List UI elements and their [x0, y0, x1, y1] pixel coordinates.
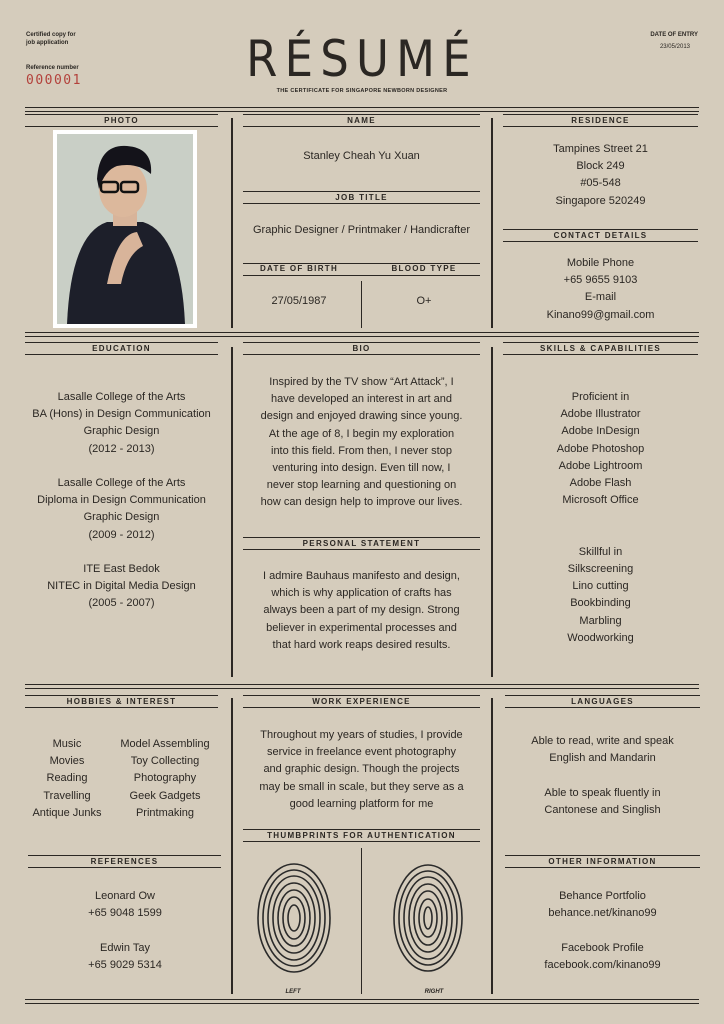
photo-header: PHOTO [25, 114, 218, 127]
divider [25, 107, 699, 112]
reference-number: 000001 [26, 73, 82, 88]
text-line: ITE East Bedok [83, 563, 160, 576]
divider [25, 332, 699, 337]
text-line: Photography [133, 772, 197, 785]
divider [231, 347, 233, 677]
education-header: EDUCATION [25, 342, 218, 355]
divider [231, 698, 233, 994]
bio-header: BIO [243, 342, 480, 355]
text-line: service in freelance event photography [267, 746, 456, 759]
text-line: BA (Hons) in Design Communication [32, 408, 211, 421]
text-line: Adobe Flash [569, 477, 632, 490]
text-line: Woodworking [567, 631, 634, 644]
certified-note [26, 31, 76, 47]
text-line: Facebook Profile [561, 941, 644, 954]
spacer [505, 767, 700, 784]
text-line: may be small in scale, but they serve as a [259, 780, 464, 793]
job-title-header: JOB TITLE [243, 191, 480, 204]
text-line: never stop learning and questioning on [266, 479, 457, 492]
text-line: Proficient in [571, 391, 630, 403]
text-line: Adobe InDesign [561, 425, 640, 438]
text-line: Skillful in [578, 545, 623, 558]
divider [491, 347, 493, 677]
text-line: (2012 - 2013) [88, 442, 155, 455]
left-thumb-label: LEFT [285, 989, 301, 995]
left-thumbprint [256, 862, 332, 974]
text-line: Graphic Design [83, 425, 160, 438]
spacer [25, 922, 225, 939]
text-line: Diploma in Design Communication [37, 494, 206, 507]
text-line: Lino cutting [572, 580, 629, 593]
right-thumb-label: RIGHT [424, 989, 444, 995]
text-line: Graphic Design [83, 511, 160, 524]
skills-header: SKILLS & CAPABILITIES [503, 342, 698, 355]
text-line: Travelling [43, 789, 91, 802]
other-info-text [505, 888, 700, 974]
text-line: have developed an interest in art and [270, 393, 453, 406]
text-line: Silkscreening [567, 563, 634, 576]
residence-address [503, 141, 698, 210]
text-line: +65 9029 5314 [88, 958, 162, 971]
address-line: Tampines Street 21 [553, 143, 648, 155]
text-line: Movies [49, 755, 85, 768]
text-line: (2009 - 2012) [88, 528, 155, 541]
blood-type-value: O+ [416, 295, 432, 307]
other-info-header: OTHER INFORMATION [505, 855, 700, 868]
text-line: Toy Collecting [130, 755, 200, 768]
blood-type-header: BLOOD TYPE [391, 264, 457, 273]
hobbies-col1 [26, 736, 108, 822]
profile-photo [53, 130, 197, 328]
thumbprints-header: THUMBPRINTS FOR AUTHENTICATION [243, 829, 480, 842]
spacer [15, 544, 228, 561]
date-label: DATE OF ENTRY [650, 32, 698, 38]
address-line: #05-548 [580, 177, 621, 190]
references-header: REFERENCES [28, 855, 221, 868]
languages-header: LANGUAGES [505, 695, 700, 708]
text-line: and graphic design. Though the projects [263, 763, 460, 776]
text-line: which is why application of crafts has [271, 587, 452, 600]
text-line: always been a part of my design. Strong [263, 604, 460, 617]
education-list [15, 389, 228, 613]
text-line: design and enjoyed drawing since young. [260, 410, 463, 423]
text-line: +65 9048 1599 [88, 907, 162, 920]
certified-line: job application [26, 40, 69, 46]
divider [231, 118, 233, 328]
text-line: (2005 - 2007) [88, 597, 155, 610]
text-line: Cantonese and Singlish [544, 803, 661, 816]
text-line: Microsoft Office [562, 494, 639, 507]
name-value: Stanley Cheah Yu Xuan [303, 150, 420, 162]
text-line: good learning platform for me [289, 797, 434, 810]
text-line: Marbling [579, 614, 622, 627]
text-line: believer in experimental processes and [266, 621, 457, 634]
personal-statement-text [236, 568, 487, 654]
text-line: Throughout my years of studies, I provide [260, 729, 463, 741]
languages-text [505, 733, 700, 819]
spacer [503, 527, 698, 544]
address-line: Block 249 [576, 160, 625, 173]
skills-list [503, 389, 698, 647]
spacer [503, 509, 698, 526]
text-line: how can design help to improve our lives. [260, 496, 463, 509]
contact-header: CONTACT DETAILS [503, 229, 698, 242]
text-line: facebook.com/kinano99 [544, 958, 661, 971]
bio-text [236, 374, 487, 512]
date-of-entry: 23/05/2013 [659, 44, 690, 50]
phone-number: +65 9655 9103 [563, 274, 638, 287]
text-line: Antique Junks [32, 806, 102, 819]
text-line: Printmaking [135, 806, 195, 819]
text-line: Leonard Ow [95, 890, 155, 902]
email-address[interactable]: Kinano99@gmail.com [546, 308, 655, 321]
page-title: RÉSUMÉ [246, 30, 478, 88]
residence-header: RESIDENCE [503, 114, 698, 127]
hobbies-col2 [111, 736, 219, 822]
divider [361, 281, 362, 328]
reference-label: Reference number [26, 65, 79, 71]
right-thumbprint [392, 862, 464, 974]
text-line: into this field. From then, I never stop [271, 444, 452, 457]
text-line: Geek Gadgets [129, 789, 201, 802]
text-line: Lasalle College of the Arts [57, 477, 186, 490]
text-line: that hard work reaps desired results. [272, 638, 451, 651]
text-line: Music [52, 738, 82, 750]
text-line: behance.net/kinano99 [548, 907, 657, 920]
certified-line: Certified copy for [26, 32, 76, 38]
text-line: Adobe Lightroom [558, 459, 643, 472]
divider [361, 848, 362, 994]
text-line: At the age of 8, I begin my exploration [268, 427, 455, 440]
text-line: venturing into design. Even till now, I [272, 462, 451, 475]
text-line: Able to speak fluently in [544, 786, 661, 799]
name-header: NAME [243, 114, 480, 127]
subtitle: THE CERTIFICATE FOR SINGAPORE NEWBORN DESIGNER [276, 88, 448, 94]
references-list [25, 888, 225, 974]
text-line: Able to read, write and speak [531, 735, 674, 747]
work-experience-header: WORK EXPERIENCE [243, 695, 480, 708]
text-line: Bookbinding [570, 597, 631, 610]
divider [491, 118, 493, 328]
text-line: I admire Bauhaus manifesto and design, [263, 570, 460, 582]
divider [25, 684, 699, 689]
text-line: Inspired by the TV show “Art Attack”, I [269, 376, 454, 388]
text-line: English and Mandarin [549, 752, 656, 765]
text-line: Adobe Illustrator [560, 408, 641, 421]
personal-statement-header: PERSONAL STATEMENT [243, 537, 480, 550]
text-line: Edwin Tay [100, 941, 150, 954]
contact-line: E-mail [584, 291, 617, 304]
text-line: Adobe Photoshop [556, 442, 645, 455]
text-line: Reading [46, 772, 88, 785]
contact-line: Mobile Phone [566, 257, 635, 269]
divider [25, 999, 699, 1004]
dob-header: DATE OF BIRTH [259, 264, 339, 273]
text-line: Behance Portfolio [559, 890, 646, 902]
divider [491, 698, 493, 994]
dob-value: 27/05/1987 [271, 295, 327, 307]
job-title-value: Graphic Designer / Printmaker / Handicrafter [252, 224, 471, 236]
text-line: NITEC in Digital Media Design [47, 580, 196, 593]
contact-details [503, 255, 698, 324]
spacer [15, 458, 228, 475]
hobbies-header: HOBBIES & INTEREST [25, 695, 218, 708]
work-experience-text [236, 727, 487, 813]
spacer [505, 922, 700, 939]
text-line: Model Assembling [120, 738, 210, 750]
text-line: Lasalle College of the Arts [57, 391, 186, 403]
address-line: Singapore 520249 [555, 194, 646, 207]
